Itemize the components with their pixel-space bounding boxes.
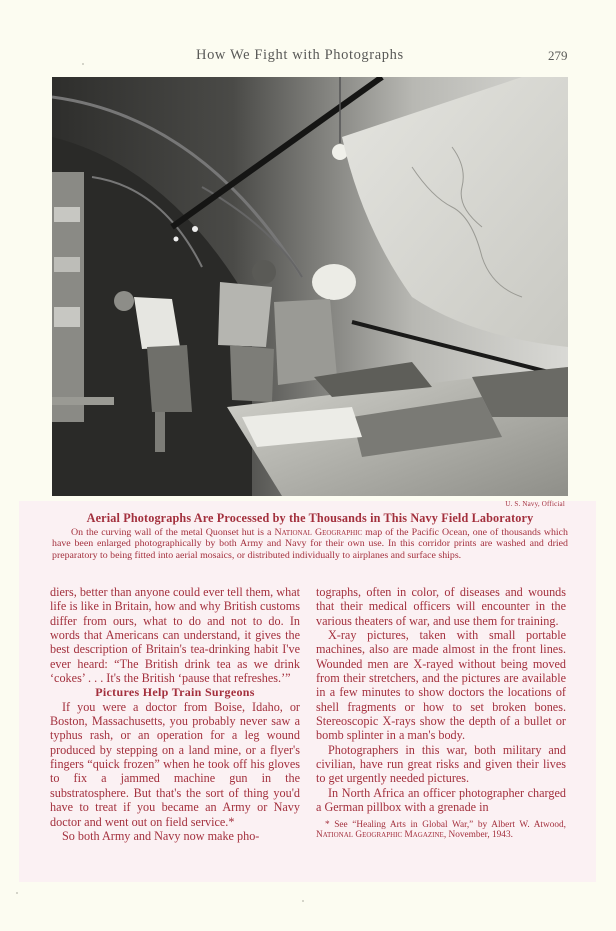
photograph-quonset-hut-lab — [52, 77, 568, 496]
caption-text: map of the Pacific Ocean, one of thousands which have been enlarged photographically by both Army and Navy for their own use. In this corridor prints are washed and dried preparatory to being fitted into aerial mosaics, or distributed individually to airplanes and surface ships. — [52, 527, 568, 561]
pith-helmet — [312, 264, 356, 300]
paragraph: Photographers in this war, both military and civilian, have run great risks and given their lives to get urgently needed pictures. — [316, 742, 566, 786]
paragraph: In North Africa an officer photographer charged a German pillbox with a grenade in — [316, 785, 566, 815]
caption-publication-name: National Geographic — [274, 527, 363, 538]
paragraph: So both Army and Navy now make pho- — [62, 828, 260, 843]
shelf-box — [54, 257, 80, 272]
person-right-shirt — [274, 299, 337, 385]
article-column-left — [50, 585, 300, 843]
article-column-right — [316, 585, 566, 840]
person-middle-head — [252, 260, 276, 284]
person-left-leg — [155, 412, 165, 452]
footnote-text: , November, 1943. — [443, 829, 513, 840]
paragraph: diers, better than anyone could ever tell them, what life is like in Britain, how and why British customs differ from ours, what to do and not to do. In words that Americans can understand, it gives the best description of Britain's tea-drinking habit I've ever heard: “The British drink tea as we drink ‘cokes’ . . . It's the British ‘pause that refreshes.’” — [50, 585, 300, 686]
shelf-box — [54, 307, 80, 327]
photo-illustration — [52, 77, 568, 496]
side-table — [52, 397, 114, 405]
caption-text: On the curving wall of the metal Quonset hut is a — [71, 527, 275, 538]
paper-speck — [82, 63, 84, 65]
person-left-shorts — [147, 345, 192, 412]
paragraph: X-ray pictures, taken with small portable machines, also are made almost in the front lines. Wounded men are X-rayed without being moved from their stretchers, and the pictures are available in a few minutes to show doctors the locations of shell fragments or how to set broken bones. Stereoscopic X-rays show the depth of a bullet or bomb splinter in a man's body. — [316, 628, 566, 743]
footnote — [316, 820, 566, 841]
running-head — [0, 47, 616, 67]
paragraph: If you were a doctor from Boise, Idaho, or Boston, Massachusetts, you probably never saw a typhus rash, or an operation for a leg wound produced by stepping on a land mine, or a flyer's fingers “quick frozen” when he took off his gloves to fix a jammed machine gun in the substratosphere. But that's the sort of thing you'd have to treat if you became an Army or Navy doctor and went out on field service.* — [50, 699, 300, 829]
section-subheading: Pictures Help Train Surgeons — [95, 685, 255, 700]
running-title: How We Fight with Photographs — [196, 47, 404, 63]
person-middle-shorts — [230, 345, 274, 402]
light-bulb — [174, 237, 179, 242]
page-number: 279 — [548, 48, 568, 63]
paragraph: tographs, often in color, of diseases and wounds that their medical officers will encounter in the various theaters of war, and use them for training. — [316, 585, 566, 628]
paper-speck — [302, 900, 304, 902]
caption-title: Aerial Photographs Are Processed by the Thousands in This Navy Field Laboratory — [86, 511, 534, 525]
person-left-head — [114, 291, 134, 311]
photo-credit: U. S. Navy, Official — [505, 500, 565, 508]
shelf-box — [54, 207, 80, 222]
light-bulb — [192, 226, 198, 232]
person-middle-torso — [218, 282, 272, 347]
caption-body — [52, 527, 568, 561]
paper-speck — [16, 892, 18, 894]
footnote-publication-name: National Geographic Magazine — [316, 829, 444, 840]
footnote-text: * See “Healing Arts in Global War,” by Albert W. Atwood, — [325, 819, 566, 830]
